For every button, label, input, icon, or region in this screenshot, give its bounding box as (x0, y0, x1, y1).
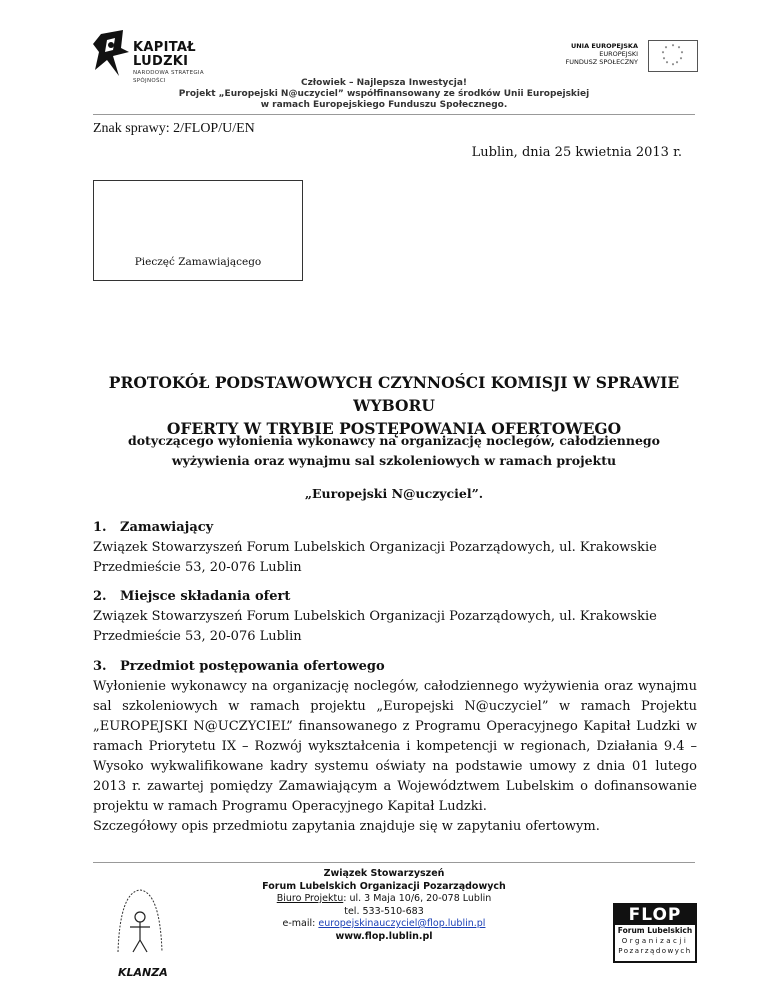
section-number: 3. (93, 659, 107, 674)
case-reference: Znak sprawy: 2/FLOP/U/EN (93, 121, 255, 136)
section-heading (93, 657, 697, 677)
section-note: Szczegółowy opis przedmiotu zapytania znajduje się w zapytaniu ofertowym. (93, 819, 600, 834)
section-body: Wyłonienie wykonawcy na organizację noclegów, całodziennego wyżywienia oraz wynajmu sal szkoleniowych w ramach projektu „Europejski N@uczyciel” w ramach Projektu „EUROPEJSKI N@UCZYCIEL” finansowanego z Programu Operacyjnego Kapitał Ludzki w ramach Priorytetu IX – Rozwój wykształcenia i kompetencji w regionach, Działania 9.4 – Wysoko wykwalifikowane kadry systemu oświaty na podstawie umowy z dnia 01 lutego 2013 r. zawartej pomiędzy Zamawiającym a Województwem Lubelskim o dofinansowanie projektu w ramach Programu Operacyjnego Kapitał Ludzki. (93, 679, 697, 814)
section-number: 1. (93, 520, 107, 535)
section-title: Zamawiający (120, 520, 214, 535)
svg-text:*: * (661, 51, 665, 57)
section-heading (93, 518, 697, 538)
document-subtitle (93, 431, 695, 471)
eu-flag-icon (648, 40, 698, 72)
section-submission-place (93, 587, 697, 647)
section-line: Związek Stowarzyszeń Forum Lubelskich Organizacji Pozarządowych, ul. Krakowskie (93, 609, 657, 624)
stamp-label: Pieczęć Zamawiającego (134, 256, 262, 268)
kl-title: KAPITAŁ LUDZKI (133, 40, 196, 69)
motto-line3: w ramach Europejskiego Funduszu Społecznego. (260, 100, 508, 110)
footer-divider (93, 862, 695, 863)
kl-subtitle: NARODOWA STRATEGIA SPÓJNOŚCI (133, 70, 204, 84)
svg-text:*: * (675, 61, 679, 67)
svg-text:*: * (671, 63, 675, 69)
flop-line1: Forum Lubelskich (617, 926, 693, 935)
title-line1: PROTOKÓŁ PODSTAWOWYCH CZYNNOŚCI KOMISJI W SPRAWIE WYBORU (108, 373, 680, 415)
eu-line3: FUNDUSZ SPOŁECZNY (565, 58, 638, 66)
flop-line2: Organizacji (621, 937, 689, 945)
svg-text:*: * (665, 61, 669, 67)
footer-phone: tel. 533-510-683 (344, 905, 424, 917)
motto-line2: Projekt „Europejski N@uczyciel” współfinansowany ze środków Unii Europejskiej (178, 89, 590, 99)
svg-text:*: * (671, 44, 675, 50)
stamp-box (93, 180, 303, 281)
eu-label (565, 42, 638, 66)
section-subject (93, 657, 697, 837)
klanza-label: KLANZA (118, 966, 168, 979)
subtitle-line1: dotyczącego wyłonienia wykonawcy na organizację noclegów, całodziennego (127, 433, 660, 448)
flop-logo (613, 903, 697, 963)
flop-line3: Pozarządowych (618, 947, 692, 955)
footer-website[interactable]: www.flop.lublin.pl (335, 930, 433, 942)
section-line: Przedmieście 53, 20-076 Lublin (93, 560, 302, 575)
svg-text:*: * (679, 57, 683, 63)
header-divider (93, 114, 695, 115)
section-title: Przedmiot postępowania ofertowego (120, 659, 385, 674)
footer-email-label: e-mail: (282, 918, 319, 929)
document-title (93, 371, 695, 440)
section-line: Związek Stowarzyszeń Forum Lubelskich Organizacji Pozarządowych, ul. Krakowskie (93, 540, 657, 555)
svg-text:*: * (677, 46, 681, 52)
footer-office-address: : ul. 3 Maja 10/6, 20-078 Lublin (343, 893, 492, 904)
footer-office-label: Biuro Projektu (276, 893, 344, 904)
section-title: Miejsce składania ofert (120, 589, 291, 604)
kapital-ludzki-logo (93, 30, 233, 84)
footer-org-line1: Związek Stowarzyszeń (323, 868, 445, 879)
motto-line1: Człowiek – Najlepsza Inwestycja! (300, 78, 468, 88)
kapital-ludzki-emblem-icon (93, 30, 129, 76)
section-ordering-party (93, 518, 697, 578)
section-number: 2. (93, 589, 107, 604)
section-heading (93, 587, 697, 607)
footer-org-line2: Forum Lubelskich Organizacji Pozarządowych (262, 880, 506, 892)
title-line2: OFERTY W TRYBIE POSTĘPOWANIA OFERTOWEGO (166, 419, 622, 438)
svg-text:*: * (662, 57, 666, 63)
footer-email-link[interactable]: europejskinauczyciel@flop.lublin.pl (318, 918, 486, 929)
svg-text:*: * (680, 51, 684, 57)
eu-line1: UNIA EUROPEJSKA (570, 42, 638, 50)
header-motto (0, 78, 768, 111)
section-line: Przedmieście 53, 20-076 Lublin (93, 629, 302, 644)
subtitle-line2: wyżywienia oraz wynajmu sal szkoleniowych w ramach projektu (171, 453, 617, 468)
project-name: „Europejski N@uczyciel”. (304, 486, 484, 501)
flop-title: FLOP (615, 905, 695, 925)
svg-text:*: * (664, 46, 668, 52)
document-date: Lublin, dnia 25 kwietnia 2013 r. (471, 145, 682, 160)
eu-line2: EUROPEJSKI (599, 50, 638, 58)
